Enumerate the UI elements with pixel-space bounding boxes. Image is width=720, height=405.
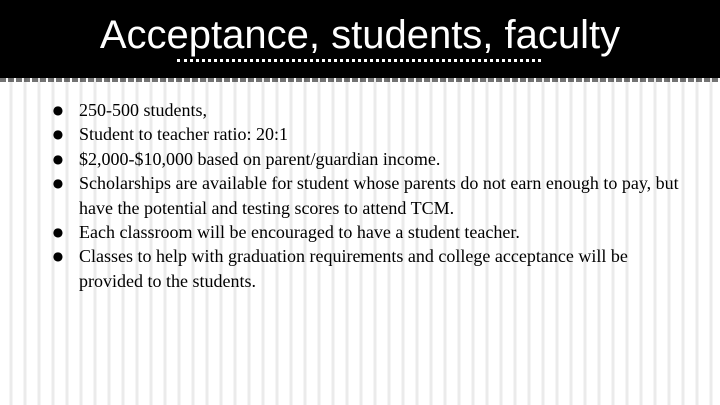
title-underline (177, 59, 541, 62)
bullet-dot-icon: ● (52, 249, 64, 264)
bullet-text: $2,000-$10,000 based on parent/guardian income. (79, 148, 441, 169)
bullet-dot-icon: ● (52, 127, 64, 142)
bullet-dot-icon: ● (52, 151, 64, 166)
bullet-text: Scholarships are available for student whose parents do not earn enough to pay, but have the potential and testing scores to attend TCM. (79, 173, 679, 218)
title-band-edge (0, 78, 720, 82)
slide-title: Acceptance, students, faculty (99, 13, 621, 57)
bullet-item (51, 122, 691, 146)
bullet-text: Classes to help with graduation requirements and college acceptance will be provided to the students. (79, 246, 628, 291)
bullet-item (51, 98, 691, 122)
bullet-dot-icon: ● (52, 225, 64, 240)
bullet-text: Each classroom will be encouraged to have a student teacher. (79, 222, 520, 243)
bullet-list (51, 98, 691, 293)
bullet-item (51, 244, 691, 293)
bullet-dot-icon: ● (52, 176, 64, 191)
bullet-dot-icon: ● (52, 103, 64, 117)
bullet-item (51, 147, 691, 171)
bullet-text: 250-500 students, (79, 100, 207, 120)
bullet-item (51, 220, 691, 244)
bullet-item (51, 171, 691, 220)
bullet-text: Student to teacher ratio: 20:1 (79, 124, 288, 145)
